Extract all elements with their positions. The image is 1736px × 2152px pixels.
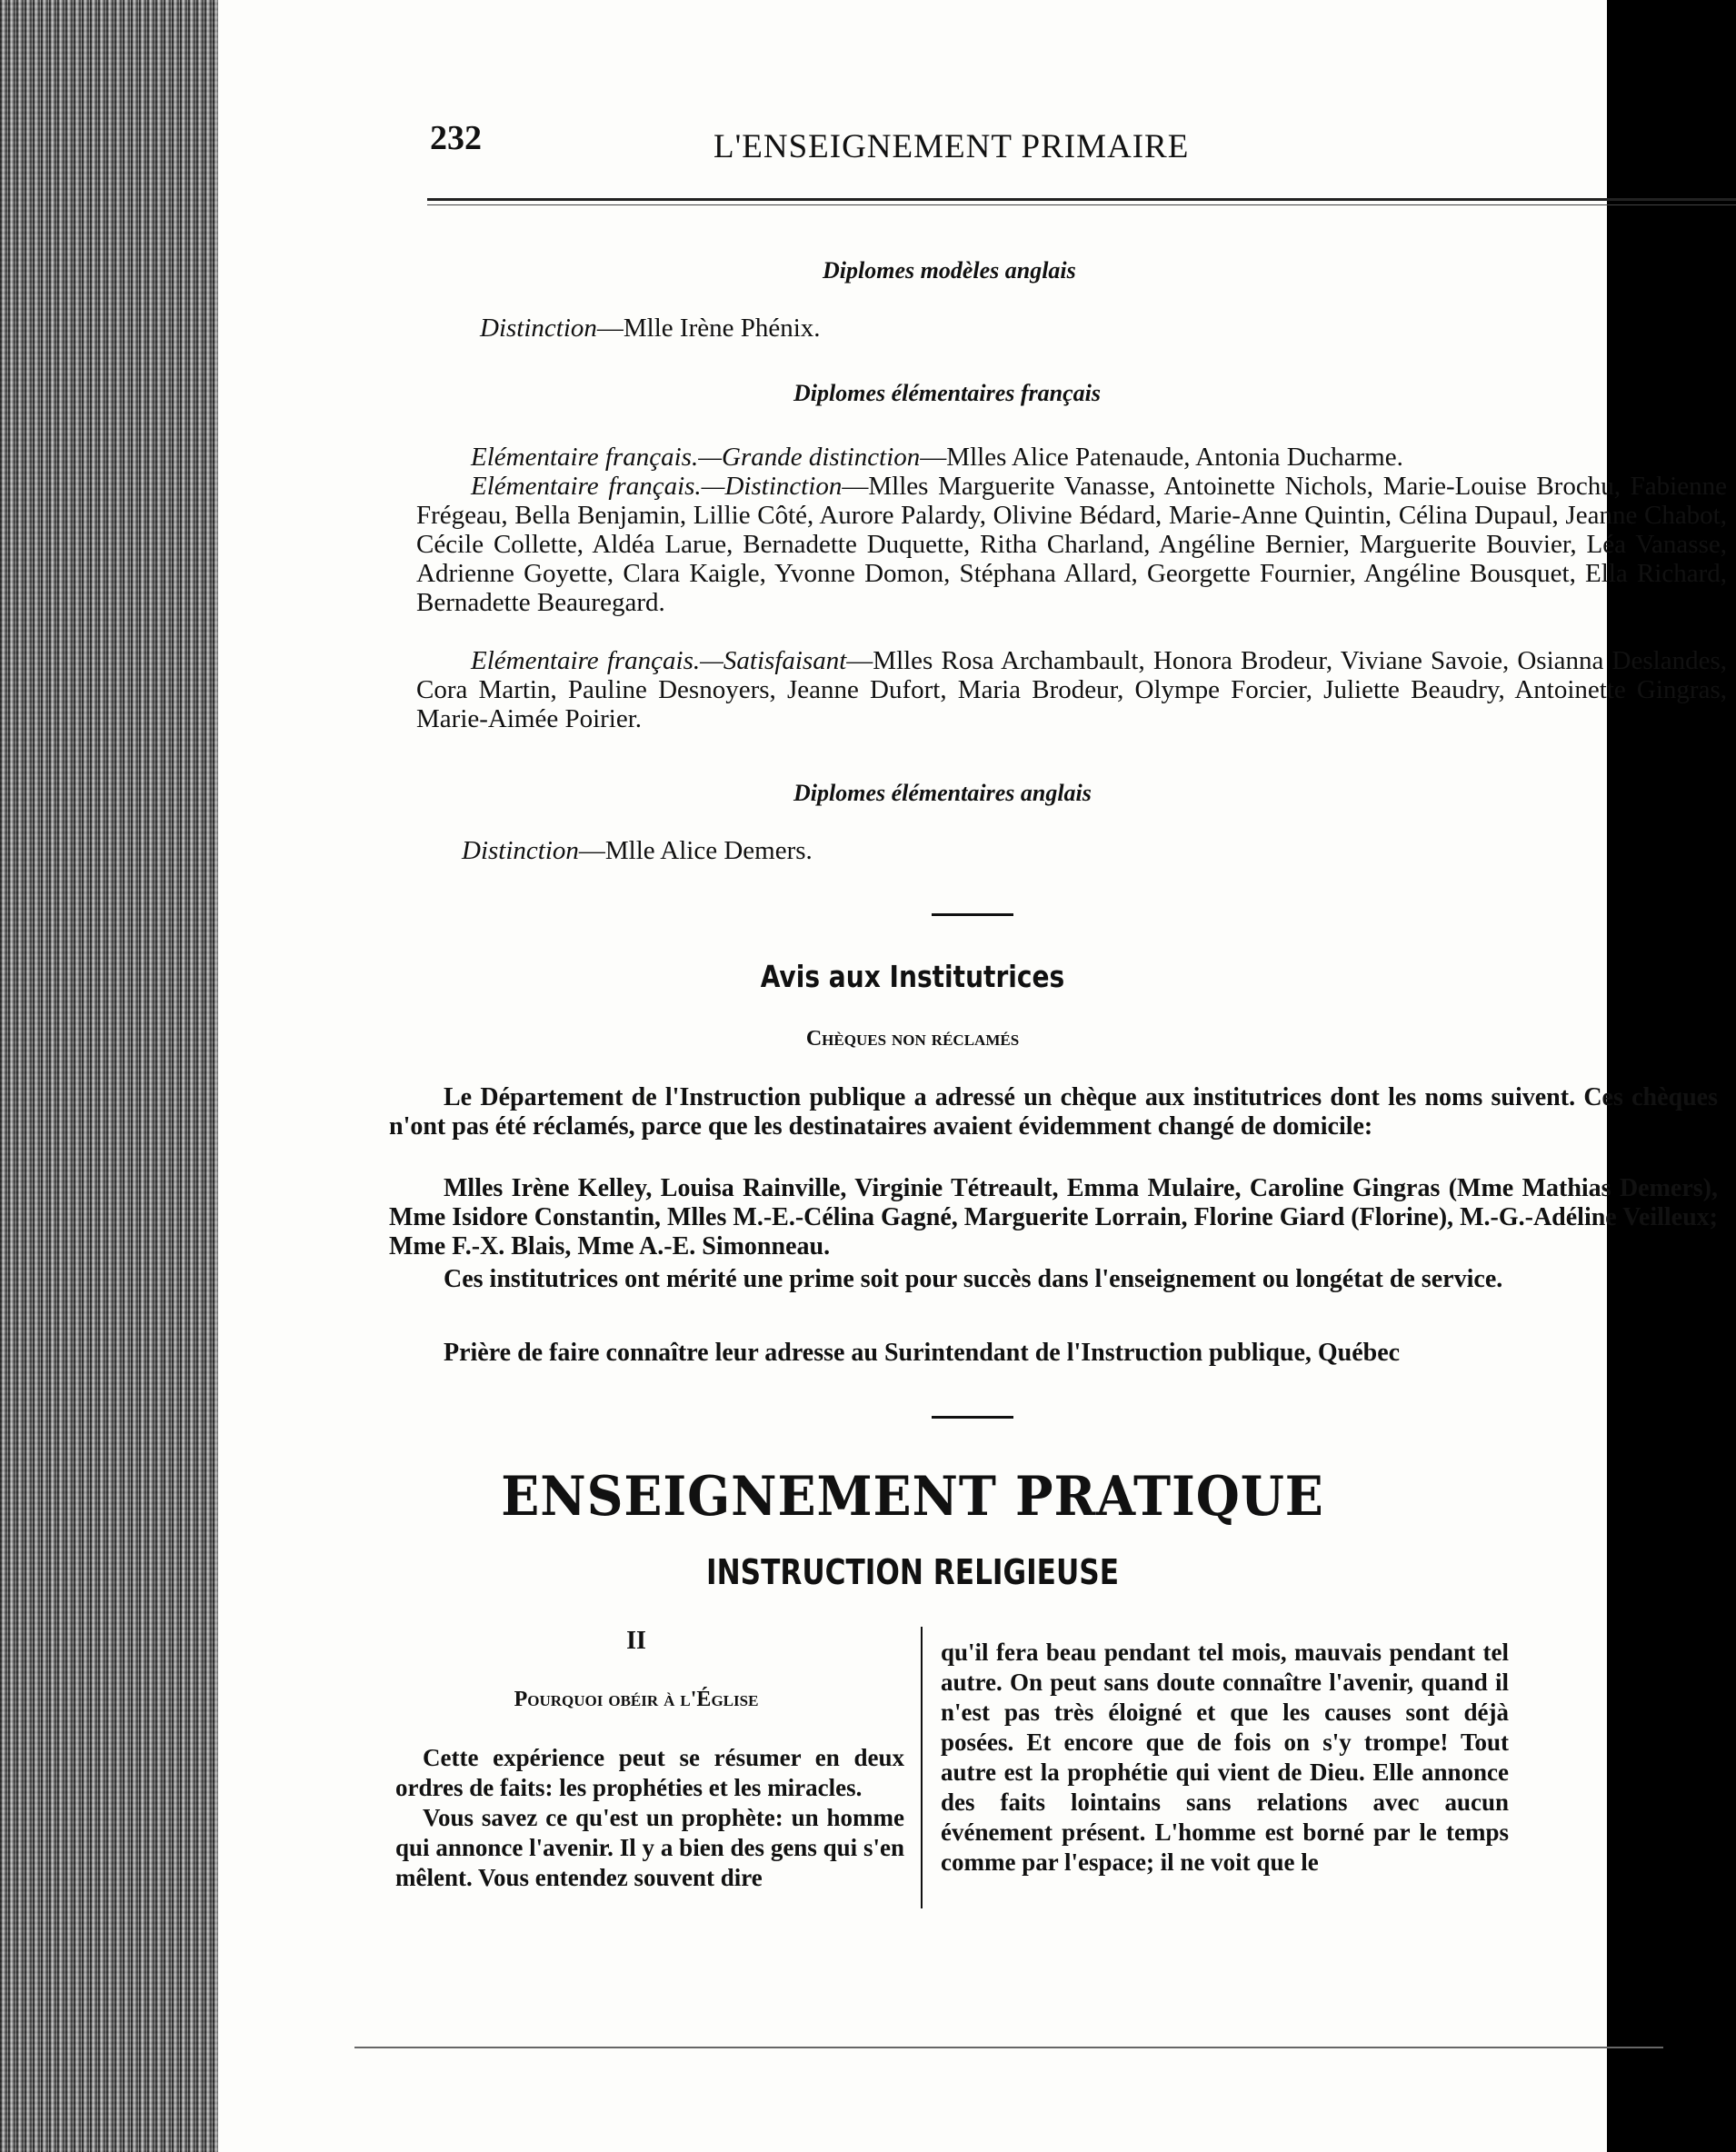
modeles-anglais-distinction xyxy=(480,314,1734,343)
separator-rule xyxy=(932,913,1013,916)
column-divider xyxy=(921,1627,923,1908)
avis-paragraph-4: Prière de faire connaître leur adresse au Surintendant de l'Instruction publique, Québec xyxy=(444,1339,1401,1367)
distinction-en-text: —Mlle Alice Demers. xyxy=(578,836,813,865)
left-paragraph-1: Cette expérience peut se résumer en deux ordres de faits: les prophéties et les miracles. xyxy=(395,1744,904,1801)
left-column xyxy=(395,1743,904,1893)
distinction-en-label: Distinction xyxy=(462,836,579,865)
header-rule xyxy=(427,198,1736,205)
right-paragraph-1: qu'il fera beau pendant tel mois, mauvais pendant tel autre. On peut sans doute connaître l'avenir, quand il n'est pas très éloigné et que les causes sont déjà posées. Et encore que de fois on s'y trompe! Tout autre est la prophétie qui vient de Dieu. Elle annonce des faits lointains sans relations avec aucun événement présent. L'homme est borné par le temps comme par l'espace; il ne voit que le xyxy=(941,1639,1509,1876)
grande-distinction-label: Elémentaire français.—Grande distinction xyxy=(471,443,921,472)
satisfaisant-label: Elémentaire français.—Satisfaisant xyxy=(471,646,847,675)
chapter-number: II xyxy=(626,1627,646,1655)
grande-distinction-paragraph xyxy=(416,443,1727,472)
heading-modeles-anglais: Diplomes modèles anglais xyxy=(823,257,1076,284)
avis-paragraph-3: Ces institutrices ont mérité une prime soit pour succès dans l'enseignement ou longétat de service. xyxy=(444,1265,1503,1293)
heading-elementaires-francais: Diplomes élémentaires français xyxy=(793,380,1101,406)
grande-distinction-text: —Mlles Alice Patenaude, Antonia Ducharme. xyxy=(920,443,1403,472)
chapter-heading: Pourquoi obéir à l'Église xyxy=(514,1688,759,1711)
section-subtitle: INSTRUCTION RELIGIEUSE xyxy=(705,1552,1119,1592)
book-page xyxy=(218,0,1727,2152)
satisfaisant-text: —Mlles Rosa Archambault, Honora Brodeur, Viviane Savoie, Osianna Deslandes, Cora Martin, Pauline Desnoyers, Jeanne Dufort, Maria Brodeur, Olympe Forcier, Juliette Beaudry, Antoinette Gingras, Marie-Aimée Poirier. xyxy=(416,646,1727,733)
distinction-fr-label: Elémentaire français.—Distinction xyxy=(471,472,843,501)
distinction-label: Distinction xyxy=(480,314,597,343)
avis-paragraph-1: Le Département de l'Instruction publique a adressé un chèque aux institutrices dont les noms suivent. Ces chèques n'ont pas été réclamés, parce que les destinataires avaient évidemment changé de domicile: xyxy=(389,1083,1718,1141)
avis-subtitle: Chèques non réclamés xyxy=(805,1027,1020,1051)
distinction-paragraph xyxy=(416,472,1727,617)
right-column xyxy=(941,1638,1509,1878)
page-bottom-edge xyxy=(354,2047,1663,2048)
heading-elementaires-anglais: Diplomes élémentaires anglais xyxy=(793,780,1092,806)
section-title: ENSEIGNEMENT PRATIQUE xyxy=(501,1465,1324,1529)
avis-title: Avis aux Institutrices xyxy=(760,959,1065,994)
page-number: 232 xyxy=(430,119,482,157)
distinction-text: —Mlle Irène Phénix. xyxy=(596,314,821,343)
elementaires-anglais-distinction xyxy=(462,836,1716,865)
distinction-fr-text: —Mlles Marguerite Vanasse, Antoinette Nichols, Marie-Louise Brochu, Fabienne Frégeau, Bella Benjamin, Lillie Côté, Aurore Palardy, Olivine Bédard, Marie-Anne Quintin, Célina Dupaul, Jeanne Chabot, Cécile Collette, Aldéa Larue, Bernadette Duquette, Ritha Charland, Angéline Bernier, Marguerite Bouvier, Léa Vanasse, Adrienne Goyette, Clara Kaigle, Yvonne Domon, Stéphana Allard, Georgette Fournier, Angéline Bousquet, Ella Richard, Bernadette Beauregard. xyxy=(416,472,1727,617)
book-page-edges xyxy=(0,0,227,2152)
separator-rule-2 xyxy=(932,1416,1013,1419)
satisfaisant-paragraph xyxy=(416,646,1727,733)
left-paragraph-2: Vous savez ce qu'est un prophète: un homme qui annonce l'avenir. Il y a bien des gens qui s'en mêlent. Vous entendez souvent dire xyxy=(395,1804,904,1891)
running-title: L'ENSEIGNEMENT PRIMAIRE xyxy=(713,128,1190,165)
avis-paragraph-2: Mlles Irène Kelley, Louisa Rainville, Virginie Tétreault, Emma Mulaire, Caroline Gingras (Mme Mathias Demers), Mme Isidore Constantin, Mlles M.-E.-Célina Gagné, Marguerite Lorrain, Florine Giard (Florine), M.-G.-Adéline Veilleux; Mme F.-X. Blais, Mme A.-E. Simonneau. xyxy=(389,1174,1718,1260)
